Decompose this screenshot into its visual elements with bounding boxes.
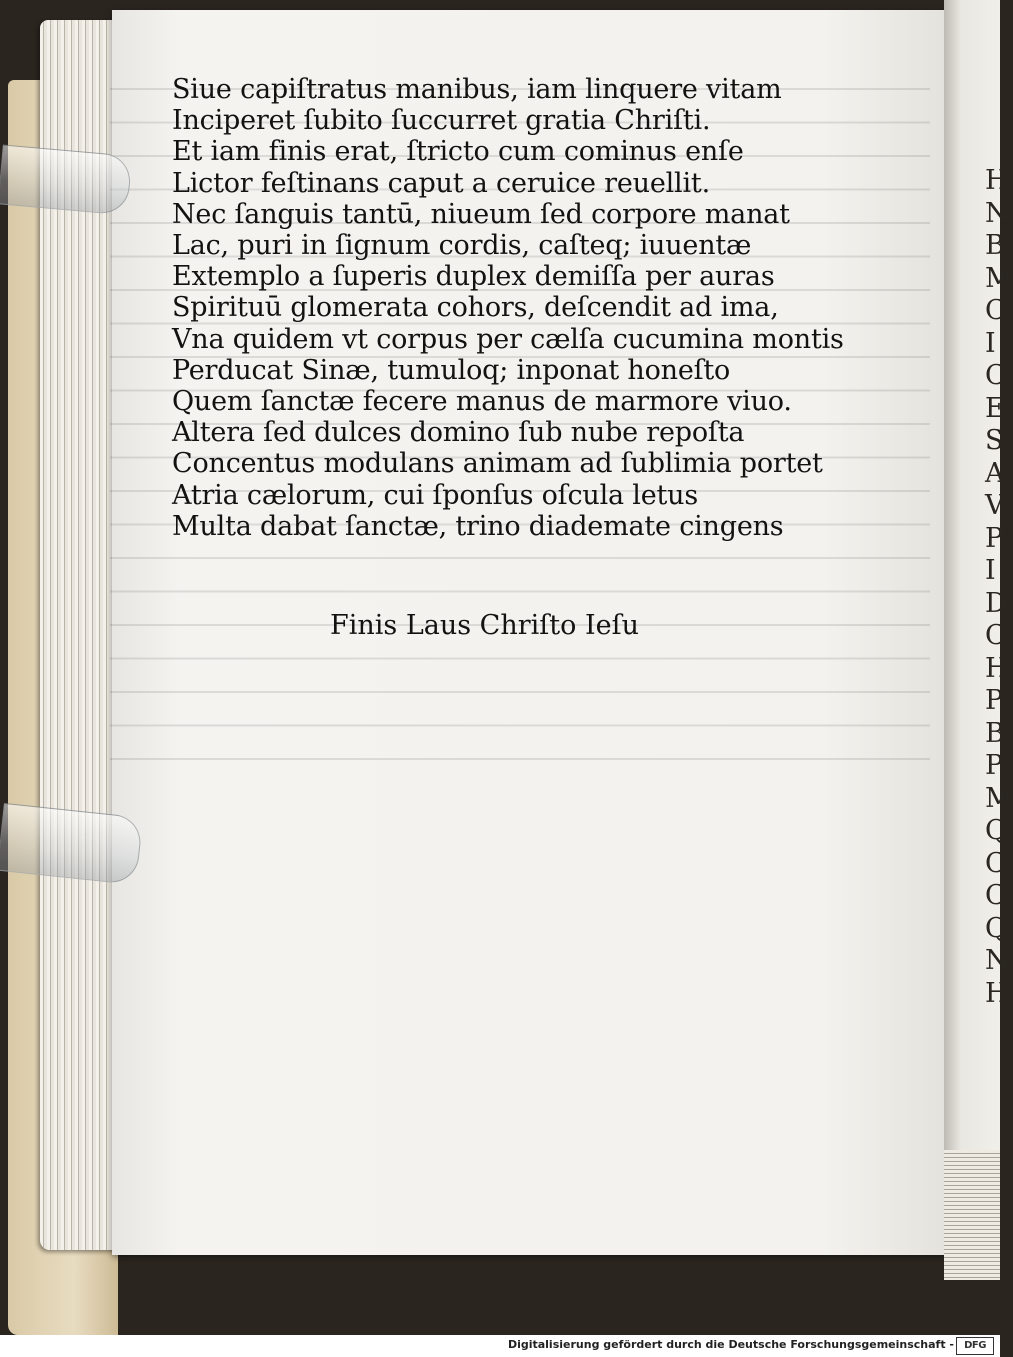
text-line: Lac, puri in ſignum cordis, caſteq; iuuentæ bbox=[172, 230, 752, 262]
right-initial: M bbox=[985, 262, 1013, 294]
right-initial: C bbox=[985, 620, 1006, 651]
poem-text bbox=[172, 74, 852, 542]
text-line: Quem ſanctæ fecere manus de marmore viuo. bbox=[172, 386, 792, 418]
right-initial: N bbox=[985, 945, 1009, 976]
right-initial: H bbox=[985, 652, 1009, 684]
right-initial: A bbox=[985, 457, 1005, 489]
right-initial: I bbox=[985, 555, 996, 586]
colophon: Finis Laus Chriſto Ieſu bbox=[330, 610, 639, 641]
right-initial: P bbox=[985, 750, 1004, 781]
text-line: Altera ſed dulces domino ſub nube repoſta bbox=[172, 417, 745, 449]
right-initial: C bbox=[985, 360, 1006, 391]
right-initial: C bbox=[985, 847, 1006, 879]
right-initial: C bbox=[985, 295, 1006, 326]
text-line: Perducat Sinæ, tumuloq; inponat honeſto bbox=[172, 354, 731, 386]
right-initial: I bbox=[985, 327, 996, 359]
right-initial: P bbox=[985, 522, 1004, 554]
page-holder-clip-bottom bbox=[0, 803, 143, 885]
right-initial: S bbox=[985, 425, 1004, 456]
text-line: Nec ſanguis tantū, niueum ſed corpore manat bbox=[172, 198, 790, 230]
right-initial: H bbox=[985, 977, 1009, 1009]
right-initial: Q bbox=[985, 912, 1008, 944]
right-initial: C bbox=[985, 880, 1006, 911]
text-line: Lictor feſtinans caput a ceruice reuellit. bbox=[172, 167, 710, 199]
text-line: Vna quidem vt corpus per cælſa cucumina montis bbox=[172, 323, 844, 355]
text-line: Siue capiſtratus manibus, iam linquere vitam bbox=[172, 74, 782, 105]
right-page-initials bbox=[985, 165, 1013, 1010]
right-initial: V bbox=[985, 490, 1005, 521]
right-initial: E bbox=[985, 392, 1005, 424]
right-initial: B bbox=[985, 230, 1005, 261]
funding-credit: Digitalisierung gefördert durch die Deutsche Forschungsgemeinschaft - bbox=[507, 1338, 954, 1351]
text-line: Atria cælorum, cui ſponſus oſcula letus bbox=[172, 479, 699, 511]
right-initial: B bbox=[985, 717, 1005, 749]
right-initial: N bbox=[985, 197, 1009, 229]
text-line: Concentus modulans animam ad ſublimia portet bbox=[172, 448, 823, 480]
text-line: Et iam finis erat, ſtricto cum cominus enſe bbox=[172, 136, 744, 168]
page-edges-right bbox=[944, 1150, 1000, 1280]
dfg-logo: DFG bbox=[956, 1337, 994, 1355]
right-initial: D bbox=[985, 587, 1007, 619]
page-holder-clip-top bbox=[0, 144, 132, 215]
digitization-footer bbox=[0, 1335, 1000, 1357]
right-initial: M bbox=[985, 782, 1013, 814]
text-line: Inciperet ſubito ſuccurret gratia Chriſti. bbox=[172, 105, 711, 137]
right-initial: H bbox=[985, 165, 1009, 196]
right-initial: Q bbox=[985, 815, 1008, 846]
text-line: Extemplo a ſuperis duplex demiſſa per auras bbox=[172, 261, 775, 293]
text-line: Spirituū glomerata cohors, deſcendit ad ima, bbox=[172, 292, 779, 324]
text-line: Multa dabat ſanctæ, trino diademate cingens bbox=[172, 510, 784, 542]
right-initial: P bbox=[985, 685, 1004, 716]
